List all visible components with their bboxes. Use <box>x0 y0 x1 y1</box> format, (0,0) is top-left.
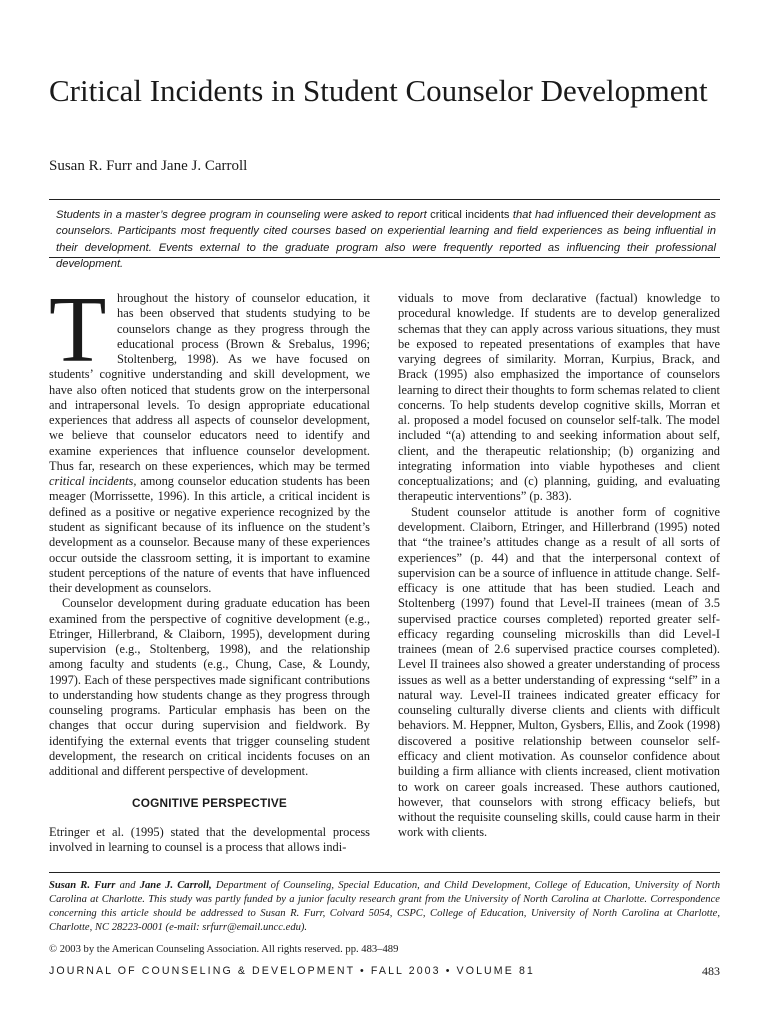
author-line: Susan R. Furr and Jane J. Carroll <box>49 158 248 174</box>
author-footnote <box>49 879 720 935</box>
left-p1-emphasis: critical incidents, <box>49 474 137 489</box>
abstract <box>56 207 716 272</box>
journal-footer: JOURNAL OF COUNSELING & DEVELOPMENT • FALL 2003 • VOLUME 81 <box>49 965 535 977</box>
drop-cap: T <box>49 278 107 382</box>
abstract-text-end: that had influenced their development as counselors. Participants most frequently cited courses based on experiential learning and field experiences as being influential in their development. Events external to the graduate program also were frequently reported as influencing their professional development. <box>56 209 716 270</box>
footnote-author-1: Susan R. Furr <box>49 880 116 891</box>
footnote-and: and <box>115 880 140 891</box>
left-p1-text-a: hroughout the history of counselor education, it has been observed that students studying to be counselors change as they progress through the educational process (Brown & Srebalus, 1996; Stoltenberg, 1998). As we have focused on students’ cognitive understanding and skill development, we have also often noticed that students grow on the interpersonal and intrapersonal levels. To design appropriate educational experiences that address all aspects of counselor development, we believe that counselor educators need to identify and examine experiences that influence counselor development. Thus far, research on these experiences, which may be termed <box>49 291 370 473</box>
copyright-line: © 2003 by the American Counseling Association. All rights reserved. pp. 483–489 <box>49 944 399 955</box>
article-title: Critical Incidents in Student Counselor Development <box>49 73 708 108</box>
right-paragraph-2: Student counselor attitude is another form of cognitive development. Claiborn, Etringer, and Hillerbrand (1995) noted that “the trainee’s attitudes change as a result of all sorts of experiences” (p. 44) and that the interpersonal context of supervision can be a source of influence in attitude change. Self-efficacy is one attitude that has been studied. Leach and Stoltenberg (1997) found that Level-II trainees (mean of 3.5 supervised practice courses completed) reported greater self-efficacy regarding counseling microskills than did Level-I trainees (mean of 2.6 supervised practice courses completed). Level II trainees also showed a greater understanding of process issues as well as a better understanding of expressing “self” in a natural way. Level-II trainees indicated greater efficacy for counseling culturally diverse clients and clients with difficult behaviors. M. Heppner, Multon, Gysbers, Ellis, and Zook (1998) discovered a positive relationship between counselor self-efficacy and client motivation. As counselor confidence about building a firm alliance with clients increased, client motivation to work on career goals increased. These authors cautioned, however, that counselors with strong efficacy beliefs, but without the requisite counseling skills, could cause harm in their work with clients. <box>398 504 720 840</box>
abstract-text-start: Students in a master’s degree program in counseling were asked to report <box>56 209 431 221</box>
left-p1-text-b: among counselor education students has been meager (Morrissette, 1996). In this article, a critical incident is defined as a positive or negative experience recognized by the student as significant because of its influence on the student’s development as a counselor. Because many of these experiences occur outside the classroom setting, it is important to examine student perceptions of the nature of events that have influenced their development as counselors. <box>49 474 370 596</box>
left-paragraph-3: Etringer et al. (1995) stated that the developmental process involved in learning to counsel is a process that allows indi- <box>49 824 370 855</box>
left-paragraph-1 <box>49 278 370 596</box>
footnote-author-2: Jane J. Carroll, <box>139 880 212 891</box>
section-heading: COGNITIVE PERSPECTIVE <box>132 795 287 810</box>
page-number: 483 <box>702 964 720 978</box>
left-column <box>49 278 370 855</box>
right-column <box>398 291 720 841</box>
footnote-rule <box>49 872 720 873</box>
abstract-emphasis: critical incidents <box>430 209 510 221</box>
footnote-text: Department of Counseling, Special Education, and Child Development, College of Education, University of North Carolina at Charlotte. This study was partly funded by a junior faculty research grant from the University of North Carolina at Charlotte. Correspondence concerning this article should be addressed to Susan R. Furr, Colvard 5054, CSPC, College of Education, University of North Carolina at Charlotte, Charlotte, NC 28223-0001 (e-mail: srfurr@email.uncc.edu). <box>49 880 721 933</box>
right-paragraph-1: viduals to move from declarative (factual) knowledge to procedural knowledge. If students are to develop generalized schemas that they can apply across various situations, they must be exposed to repeated presentations of examples that have varying degrees of similarity. Morran, Kurpius, Brack, and Brack (1995) also emphasized the importance of counselors learning to direct their thoughts to form schemas related to client concerns. To help students develop cognitive skills, Morran et al. proposed a model focused on counselor self-talk. The model included “(a) attending to and seeking information about self, client, and the therapeutic relationship; (b) organizing and integrating information into viable hypotheses and client conceptualizations; and (c) planning, guiding, and evaluating therapeutic interventions” (p. 383). <box>398 291 720 504</box>
left-paragraph-2: Counselor development during graduate education has been examined from the perspective of cognitive development (e.g., Etringer, Hillerbrand, & Claiborn, 1995), development during supervision (e.g., Stoltenberg, 1998), and the relationship among faculty and students (e.g., Chung, Case, & Loundy, 1997). Each of these perspectives made significant contributions to understanding how students change as they progress through counseling programs. Particular emphasis has been on the changes that occur during supervision and fieldwork. By identifying the external events that trigger counseling student development, the research on critical incidents focuses on an additional and different perspective of development. <box>49 596 370 779</box>
